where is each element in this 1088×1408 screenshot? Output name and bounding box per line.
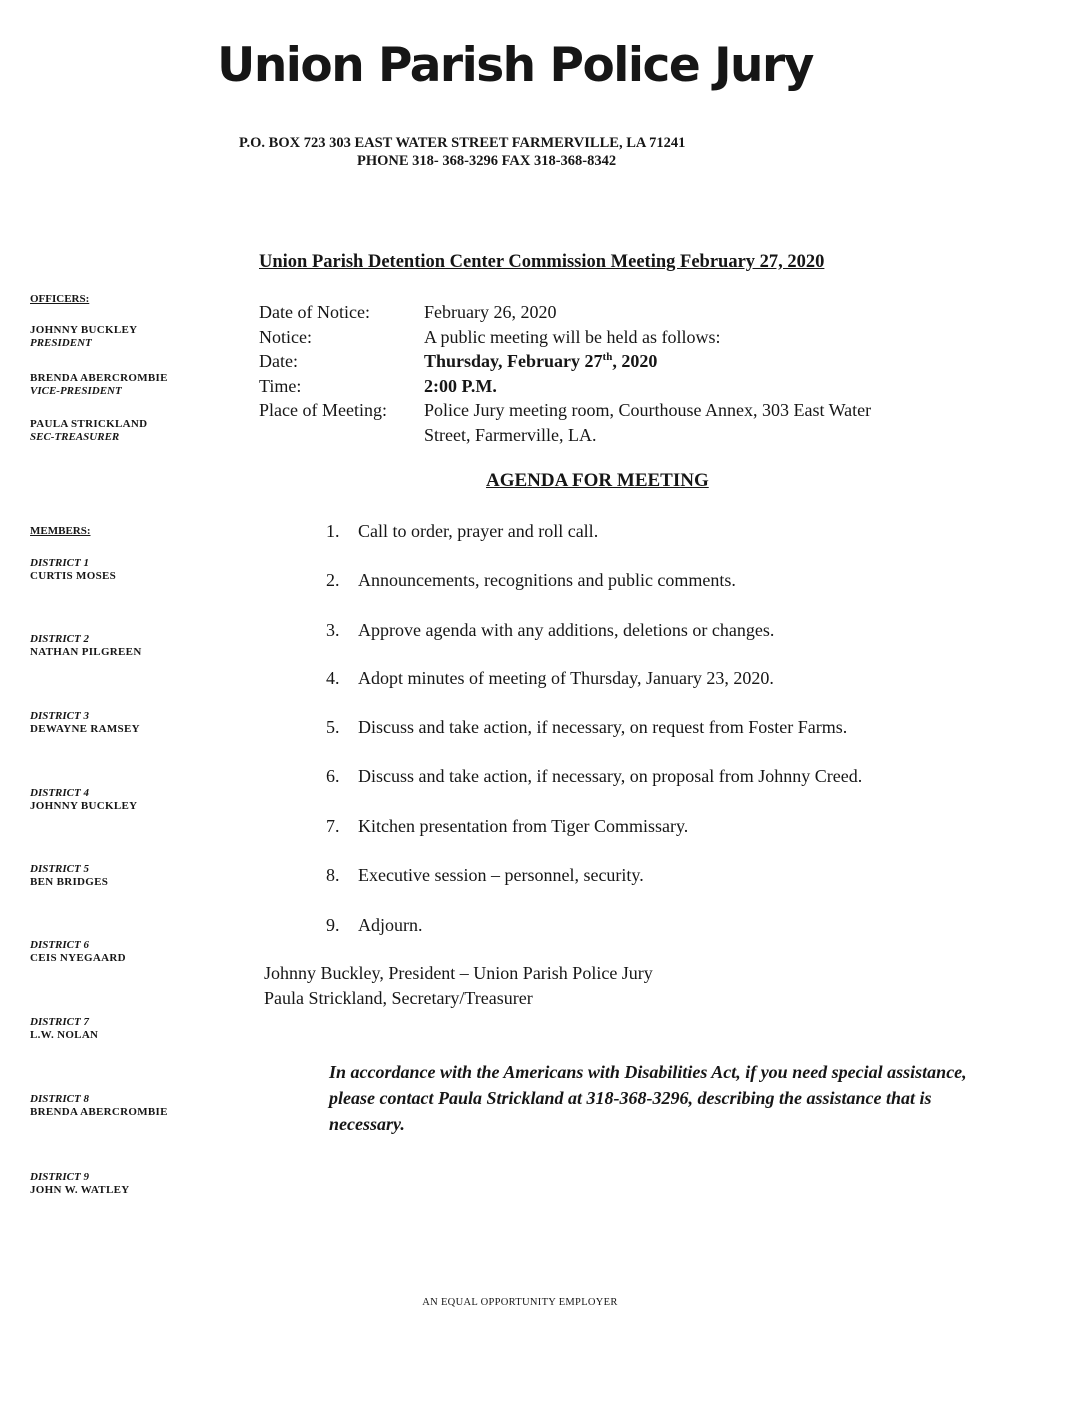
member-name: JOHNNY BUCKLEY	[30, 800, 138, 812]
agenda-item	[326, 570, 736, 591]
agenda-item	[326, 865, 644, 886]
meeting-date-main: Thursday, February 27	[424, 351, 603, 371]
phone-fax-line: PHONE 318- 368-3296 FAX 318-368-8342	[357, 153, 617, 169]
agenda-item-number: 2.	[326, 570, 340, 590]
agenda-item-text: Kitchen presentation from Tiger Commissary.	[358, 816, 689, 836]
agenda-item	[326, 521, 598, 542]
member-entry	[30, 1171, 129, 1197]
member-name: NATHAN PILGREEN	[30, 646, 142, 658]
agenda-item-text: Adopt minutes of meeting of Thursday, January 23, 2020.	[358, 668, 774, 688]
member-district: DISTRICT 1	[30, 557, 89, 569]
member-name: CURTIS MOSES	[30, 570, 117, 582]
meeting-time-value: 2:00 P.M.	[424, 375, 497, 396]
agenda-item-number: 5.	[326, 717, 340, 737]
officer-role: PRESIDENT	[30, 337, 92, 349]
member-name: L.W. NOLAN	[30, 1029, 99, 1041]
address-line: P.O. BOX 723 303 EAST WATER STREET FARMERVILLE, LA 71241	[239, 135, 686, 151]
member-district: DISTRICT 8	[30, 1093, 89, 1105]
agenda-item-text: Call to order, prayer and roll call.	[358, 521, 599, 541]
signature-secretary: Paula Strickland, Secretary/Treasurer	[264, 988, 533, 1008]
member-name: BEN BRIDGES	[30, 876, 109, 888]
agenda-item-text: Announcements, recognitions and public comments.	[358, 570, 736, 590]
officer-name: PAULA STRICKLAND	[30, 418, 148, 430]
agenda-item	[326, 668, 774, 689]
notice-value: A public meeting will be held as follows:	[424, 326, 721, 347]
signature-president: Johnny Buckley, President – Union Parish Police Jury	[264, 963, 653, 983]
agenda-item-number: 9.	[326, 915, 340, 935]
members-heading: MEMBERS:	[30, 525, 91, 537]
member-name: JOHN W. WATLEY	[30, 1184, 130, 1196]
officer-role: SEC-TREASURER	[30, 431, 120, 443]
agenda-item	[326, 766, 862, 787]
agenda-item	[326, 620, 774, 641]
agenda-item-text: Adjourn.	[358, 915, 423, 935]
agenda-item-text: Discuss and take action, if necessary, on request from Foster Farms.	[358, 717, 848, 737]
member-entry	[30, 939, 126, 965]
member-name: BRENDA ABERCROMBIE	[30, 1106, 168, 1118]
member-entry	[30, 710, 140, 736]
agenda-item-text: Approve agenda with any additions, deletions or changes.	[358, 620, 775, 640]
meeting-date-ordinal: th	[602, 351, 613, 363]
officer-name: JOHNNY BUCKLEY	[30, 324, 138, 336]
agenda-item-number: 6.	[326, 766, 340, 786]
agenda-item-number: 1.	[326, 521, 340, 541]
ada-notice: In accordance with the Americans with Disabilities Act, if you need special assistance, please contact Paula Strickland at 318-368-3296, describing the assistance that is necessary.	[329, 1062, 967, 1134]
member-district: DISTRICT 4	[30, 787, 89, 799]
agenda-item-number: 7.	[326, 816, 340, 836]
organization-title: Union Parish Police Jury	[217, 38, 813, 93]
meeting-date-year: , 2020	[612, 351, 658, 371]
agenda-item-text: Discuss and take action, if necessary, on proposal from Johnny Creed.	[358, 766, 863, 786]
place-value-line1: Police Jury meeting room, Courthouse Annex, 303 East Water	[424, 400, 872, 420]
officer-entry	[30, 372, 168, 398]
footer-equal-opportunity: AN EQUAL OPPORTUNITY EMPLOYER	[422, 1297, 618, 1308]
agenda-heading: AGENDA FOR MEETING	[486, 470, 709, 491]
member-entry	[30, 557, 116, 583]
member-district: DISTRICT 6	[30, 939, 89, 951]
notice-label: Notice:	[259, 326, 312, 347]
officer-entry	[30, 418, 147, 444]
member-district: DISTRICT 9	[30, 1171, 89, 1183]
member-name: DEWAYNE RAMSEY	[30, 723, 140, 735]
officers-heading: OFFICERS:	[30, 293, 90, 305]
time-label: Time:	[259, 375, 302, 396]
member-district: DISTRICT 2	[30, 633, 89, 645]
meeting-date-value	[424, 349, 657, 374]
agenda-item	[326, 717, 847, 738]
date-label: Date:	[259, 351, 298, 371]
member-district: DISTRICT 7	[30, 1016, 89, 1028]
member-entry	[30, 1016, 98, 1042]
date-of-notice-value: February 26, 2020	[424, 302, 557, 322]
agenda-item-number: 8.	[326, 865, 340, 885]
member-entry	[30, 863, 108, 889]
officer-entry	[30, 324, 137, 350]
member-district: DISTRICT 3	[30, 710, 89, 722]
agenda-item-text: Executive session – personnel, security.	[358, 865, 644, 885]
agenda-item-number: 3.	[326, 620, 340, 640]
member-entry	[30, 633, 142, 659]
agenda-item	[326, 915, 423, 936]
place-label: Place of Meeting:	[259, 400, 387, 420]
place-value-line2: Street, Farmerville, LA.	[424, 424, 597, 445]
agenda-item	[326, 816, 688, 837]
date-of-notice-label: Date of Notice:	[259, 302, 370, 322]
agenda-item-number: 4.	[326, 668, 340, 688]
meeting-title: Union Parish Detention Center Commission Meeting February 27, 2020	[259, 252, 825, 272]
member-district: DISTRICT 5	[30, 863, 89, 875]
member-entry	[30, 1093, 168, 1119]
member-name: CEIS NYEGAARD	[30, 952, 126, 964]
officer-role: VICE-PRESIDENT	[30, 385, 122, 397]
officer-name: BRENDA ABERCROMBIE	[30, 372, 168, 384]
member-entry	[30, 787, 137, 813]
